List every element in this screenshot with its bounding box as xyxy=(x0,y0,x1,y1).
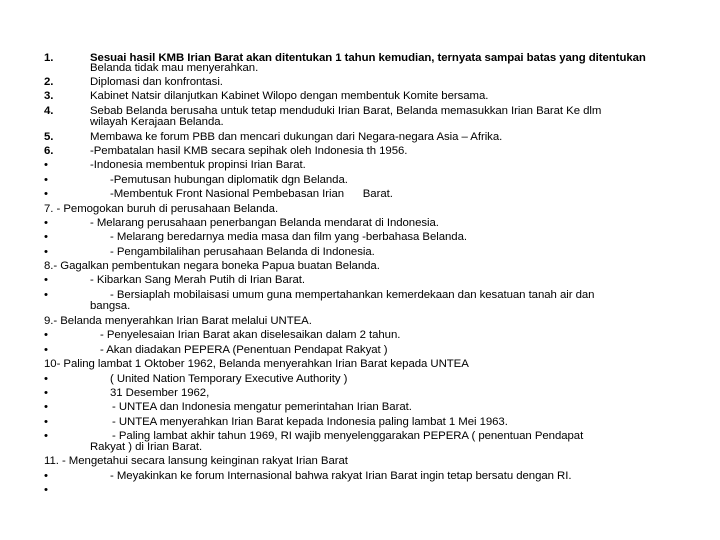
bullet-marker: • xyxy=(44,159,48,171)
list-text: Kabinet Natsir dilanjutkan Kabinet Wilopo dengan membentuk Komite bersama. xyxy=(90,90,489,102)
bullet-text: - Melarang beredarnya media masa dan film yang -berbahasa Belanda. xyxy=(110,231,467,243)
bullet-marker: • xyxy=(44,387,48,399)
bullet-marker: • xyxy=(44,188,48,200)
bullet-marker: • xyxy=(44,416,48,428)
list-text: 9.- Belanda menyerahkan Irian Barat melalui UNTEA. xyxy=(44,315,312,327)
bullet-text: -Membentuk Front Nasional Pembebasan Irian Barat. xyxy=(110,188,393,200)
bullet-text: bangsa. xyxy=(90,300,131,312)
list-text: 11. - Mengetahui secara lansung keinginan rakyat Irian Barat xyxy=(44,455,348,467)
list-marker: 3. xyxy=(44,90,54,102)
bullet-marker: • xyxy=(44,373,48,385)
bullet-marker: • xyxy=(44,174,48,186)
bullet-marker: • xyxy=(44,401,48,413)
bullet-marker: • xyxy=(44,430,48,442)
bullet-marker: • xyxy=(44,274,48,286)
bullet-marker: • xyxy=(44,329,48,341)
list-marker: 2. xyxy=(44,76,54,88)
list-text: Diplomasi dan konfrontasi. xyxy=(90,76,223,88)
bullet-text: - Penyelesaian Irian Barat akan diselesaikan dalam 2 tahun. xyxy=(100,329,401,341)
bullet-marker: • xyxy=(44,231,48,243)
bullet-text: - Akan diadakan PEPERA (Penentuan Pendapat Rakyat ) xyxy=(100,344,388,356)
list-text: 10- Paling lambat 1 Oktober 1962, Belanda menyerahkan Irian Barat kepada UNTEA xyxy=(44,358,469,370)
bullet-text: -Indonesia membentuk propinsi Irian Barat. xyxy=(90,159,306,171)
list-text: 7. - Pemogokan buruh di perusahaan Belanda. xyxy=(44,203,279,215)
bullet-marker: • xyxy=(44,470,48,482)
list-text: 8.- Gagalkan pembentukan negara boneka Papua buatan Belanda. xyxy=(44,260,380,272)
bullet-text: - Kibarkan Sang Merah Putih di Irian Barat. xyxy=(90,274,306,286)
list-marker: 5. xyxy=(44,131,54,143)
bullet-text: - UNTEA menyerahkan Irian Barat kepada Indonesia paling lambat 1 Mei 1963. xyxy=(112,416,508,428)
list-text: Belanda tidak mau menyerahkan. xyxy=(90,62,259,74)
bullet-marker: • xyxy=(44,217,48,229)
bullet-marker: • xyxy=(44,484,48,496)
bullet-marker: • xyxy=(44,289,48,301)
list-text: -Pembatalan hasil KMB secara sepihak oleh Indonesia th 1956. xyxy=(90,145,408,157)
list-text: wilayah Kerajaan Belanda. xyxy=(90,116,224,128)
bullet-text: - Meyakinkan ke forum Internasional bahwa rakyat Irian Barat ingin tetap bersatu dengan RI. xyxy=(110,470,572,482)
list-text: Sebab Belanda berusaha untuk tetap menduduki Irian Barat, Belanda memasukkan Irian Barat Ke dlm xyxy=(90,105,602,117)
bullet-marker: • xyxy=(44,344,48,356)
bullet-text: - Paling lambat akhir tahun 1969, RI wajib menyelenggarakan PEPERA ( penentuan Pendapat xyxy=(112,430,584,442)
list-marker: 6. xyxy=(44,145,54,157)
bullet-text: ( United Nation Temporary Executive Authority ) xyxy=(110,373,348,385)
list-text: Membawa ke forum PBB dan mencari dukungan dari Negara-negara Asia – Afrika. xyxy=(90,131,503,143)
bullet-text: 31 Desember 1962, xyxy=(110,387,210,399)
list-marker: 4. xyxy=(44,105,54,117)
list-text: Sesuai hasil KMB Irian Barat akan ditentukan 1 tahun kemudian, ternyata sampai batas yang ditentukan xyxy=(90,52,646,64)
bullet-text: Rakyat ) di Irian Barat. xyxy=(90,441,203,453)
bullet-text: - Melarang perusahaan penerbangan Belanda mendarat di Indonesia. xyxy=(90,217,439,229)
bullet-text: -Pemutusan hubungan diplomatik dgn Belanda. xyxy=(110,174,348,186)
bullet-text: - Bersiaplah mobilaisasi umum guna mempertahankan kemerdekaan dan kesatuan tanah air dan xyxy=(110,289,595,301)
list-marker: 1. xyxy=(44,52,54,64)
bullet-text: - Pengambilalihan perusahaan Belanda di Indonesia. xyxy=(110,246,375,258)
bullet-text: - UNTEA dan Indonesia mengatur pemerintahan Irian Barat. xyxy=(112,401,412,413)
bullet-marker: • xyxy=(44,246,48,258)
